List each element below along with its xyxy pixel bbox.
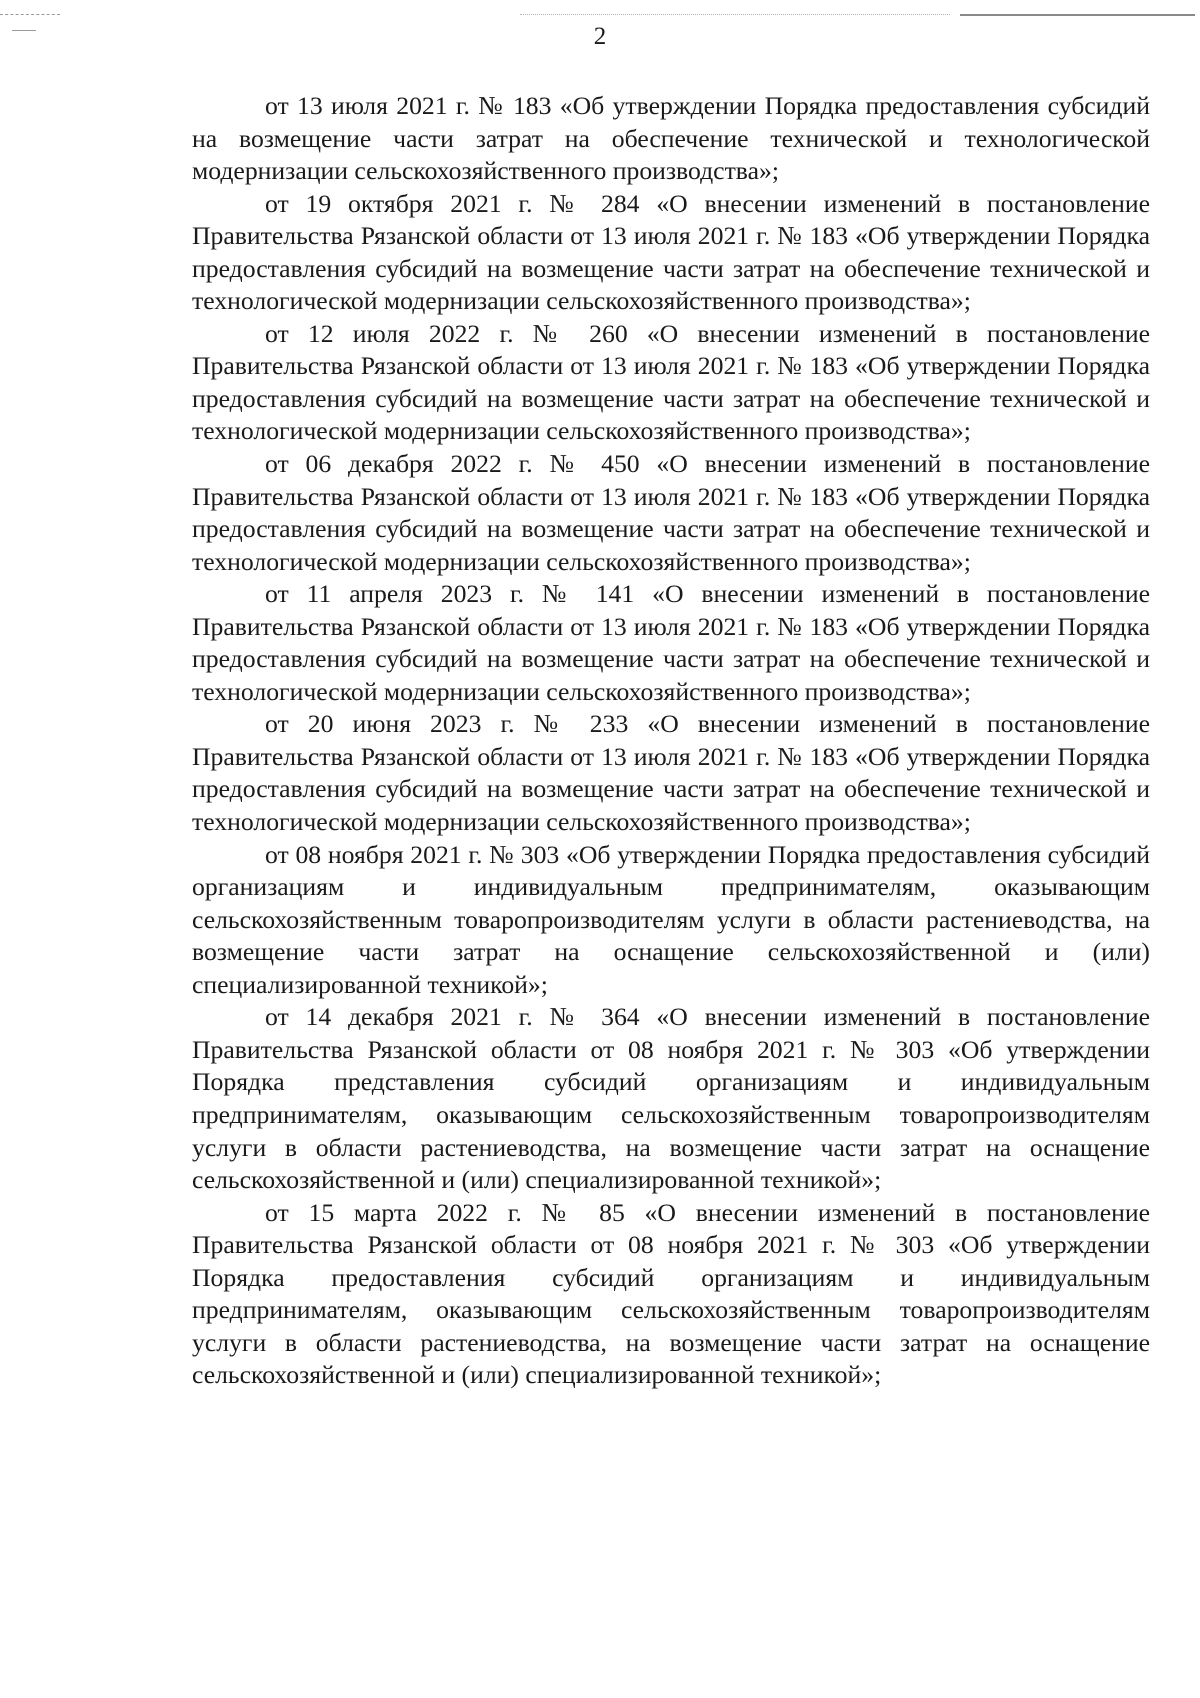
paragraph-resolution-284: от 19 октября 2021 г. № 284 «О внесении изменений в постановление Правительства Рязанской области от 13 июля 2021 г. № 183 «Об утверждении Порядка предоставления субсидий на возмещение части затрат на обеспечение технической и технологической модернизации сельскохозяйственного производства»; bbox=[192, 188, 1150, 316]
paragraph-resolution-141: от 11 апреля 2023 г. № 141 «О внесении изменений в постановление Правительства Рязанской области от 13 июля 2021 г. № 183 «Об утверждении Порядка предоставления субсидий на возмещение части затрат на обеспечение технической и технологической модернизации сельскохозяйственного производства»; bbox=[192, 579, 1150, 706]
scan-edge-artifact bbox=[0, 14, 60, 17]
page-number: 2 bbox=[593, 23, 607, 50]
paragraph-resolution-364: от 14 декабря 2021 г. № 364 «О внесении изменений в постановление Правительства Рязанской области от 08 ноября 2021 г. № 303 «Об утверждении Порядка представления субсидий организациям и индивидуальным предпринимателям, оказывающим сельскохозяйственным товаропроизводителям услуги в области растениеводства, на возмещение части затрат на оснащение сельскохозяйственной и (или) специализированной техникой»; bbox=[192, 1002, 1150, 1195]
document-body bbox=[192, 90, 1150, 1392]
paragraph-resolution-183: от 13 июля 2021 г. № 183 «Об утверждении Порядка предоставления субсидий на возмещение части затрат на обеспечение технической и технологической модернизации сельскохозяйственного производства»; bbox=[192, 91, 1150, 186]
paragraph-resolution-85: от 15 марта 2022 г. № 85 «О внесении изменений в постановление Правительства Рязанской области от 08 ноября 2021 г. № 303 «Об утверждении Порядка предоставления субсидий организациям и индивидуальным предпринимателям, оказывающим сельскохозяйственным товаропроизводителям услуги в области растениеводства, на возмещение части затрат на оснащение сельскохозяйственной и (или) специализированной техникой»; bbox=[192, 1197, 1150, 1390]
paragraph-resolution-450: от 06 декабря 2022 г. № 450 «О внесении изменений в постановление Правительства Рязанской области от 13 июля 2021 г. № 183 «Об утверждении Порядка предоставления субсидий на возмещение части затрат на обеспечение технической и технологической модернизации сельскохозяйственного производства»; bbox=[192, 449, 1150, 576]
scan-edge-artifact bbox=[960, 14, 1195, 18]
paragraph-resolution-303: от 08 ноября 2021 г. № 303 «Об утверждении Порядка предоставления субсидий организациям и индивидуальным предпринимателям, оказывающим сельскохозяйственным товаропроизводителям услуги в области растениеводства, на возмещение части затрат на оснащение сельскохозяйственной и (или) специализированной техникой»; bbox=[192, 839, 1150, 999]
paragraph-resolution-233: от 20 июня 2023 г. № 233 «О внесении изменений в постановление Правительства Рязанской области от 13 июля 2021 г. № 183 «Об утверждении Порядка предоставления субсидий на возмещение части затрат на обеспечение технической и технологической модернизации сельскохозяйственного производства»; bbox=[192, 709, 1150, 837]
scan-edge-artifact bbox=[520, 14, 950, 17]
paragraph-resolution-260: от 12 июля 2022 г. № 260 «О внесении изменений в постановление Правительства Рязанской области от 13 июля 2021 г. № 183 «Об утверждении Порядка предоставления субсидий на возмещение части затрат на обеспечение технической и технологической модернизации сельскохозяйственного производства»; bbox=[192, 318, 1150, 446]
